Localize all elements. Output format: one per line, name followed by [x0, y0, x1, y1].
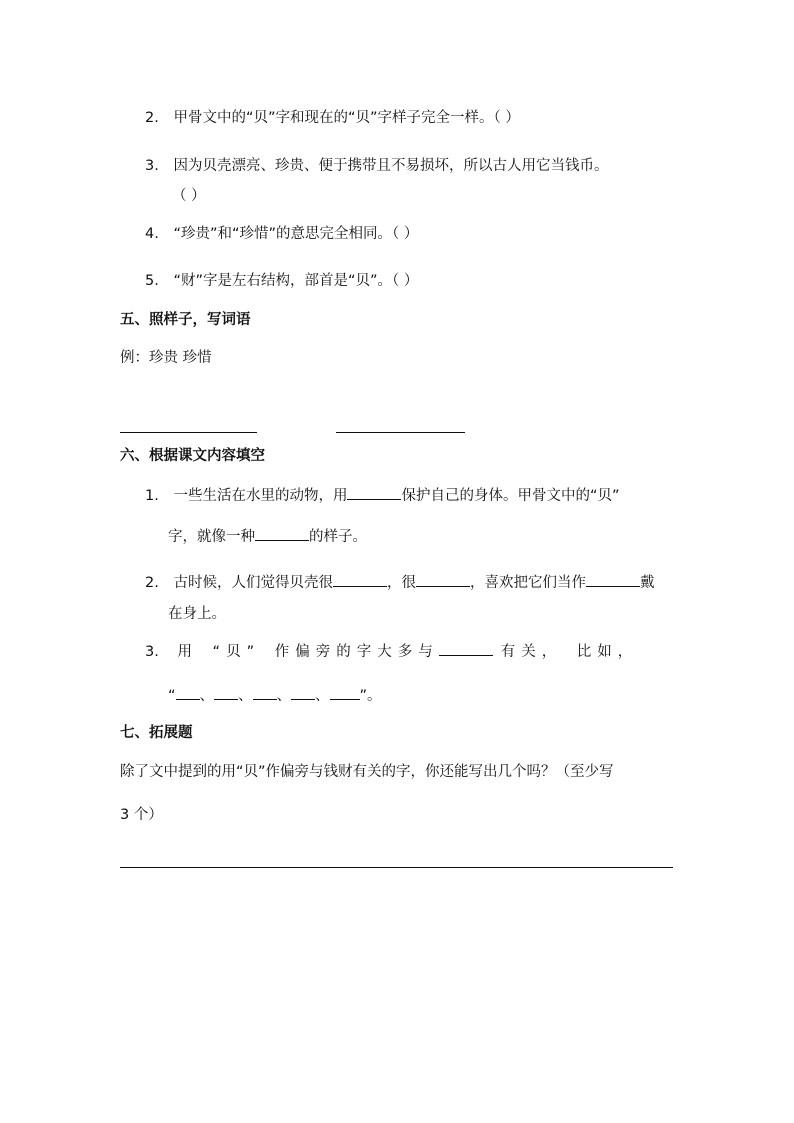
fill-question-2-line-2: 在身上。 — [168, 606, 226, 622]
blank[interactable] — [255, 526, 309, 541]
blank[interactable] — [439, 641, 493, 656]
question-number: 1. — [145, 488, 159, 504]
answer-line-2[interactable] — [336, 432, 465, 433]
fill-question-1-line-1: 1. 一些生活在水里的动物，用 保护自己的身体。甲骨文中的“贝” — [145, 484, 619, 505]
section-7-heading: 七、拓展题 — [120, 725, 193, 741]
judge-question-4 — [145, 222, 418, 243]
blank[interactable] — [253, 685, 277, 700]
section-7-question-line-2: 3 个） — [120, 807, 163, 823]
answer-line-3[interactable] — [120, 867, 673, 868]
blank[interactable] — [176, 685, 200, 700]
judge-question-3-answer[interactable]: （ ） — [172, 188, 206, 204]
blank[interactable] — [347, 485, 401, 500]
blank[interactable] — [214, 685, 238, 700]
question-text: “财”字是左右结构，部首是“贝”。（ ） — [173, 273, 419, 289]
blank[interactable] — [330, 685, 360, 700]
section-7-question-line-1: 除了文中提到的用“贝”作偏旁与钱财有关的字，你还能写出几个吗？（至少写 — [120, 764, 614, 780]
question-number: 3. — [145, 158, 159, 174]
question-number: 3. — [145, 644, 159, 660]
question-text: 因为贝壳漂亮、珍贵、便于携带且不易损坏，所以古人用它当钱币。 — [173, 158, 609, 174]
question-number: 5. — [145, 273, 159, 289]
question-text: 甲骨文中的“贝”字和现在的“贝”字样子完全一样。（ ） — [173, 110, 520, 126]
question-number: 2. — [145, 575, 159, 591]
fill-question-2-line-1: 2. 古时候，人们觉得贝壳很 ，很 ，喜欢把它们当作 戴 — [145, 571, 654, 592]
fill-question-3-line-1: 3. 用 “贝” 作偏旁的字大多与 有关， 比如， — [145, 640, 638, 661]
blank[interactable] — [333, 572, 387, 587]
blank[interactable] — [586, 572, 640, 587]
question-text: “珍贵”和“珍惜”的意思完全相同。（ ） — [173, 226, 419, 242]
judge-question-2 — [145, 106, 520, 127]
answer-line-1[interactable] — [120, 432, 257, 433]
section-6-heading: 六、根据课文内容填空 — [120, 448, 265, 464]
question-number: 2. — [145, 110, 159, 126]
blank[interactable] — [416, 572, 470, 587]
fill-question-3-line-2: “ 、 、 、 、 ”。 — [168, 684, 382, 705]
judge-question-3 — [145, 154, 608, 175]
fill-question-1-line-2: 字，就像一种 的样子。 — [168, 525, 367, 546]
judge-question-5 — [145, 269, 418, 290]
blank[interactable] — [291, 685, 315, 700]
section-5-example: 例：珍贵 珍惜 — [120, 350, 212, 366]
section-5-heading: 五、照样子，写词语 — [120, 312, 251, 328]
question-number: 4. — [145, 226, 159, 242]
